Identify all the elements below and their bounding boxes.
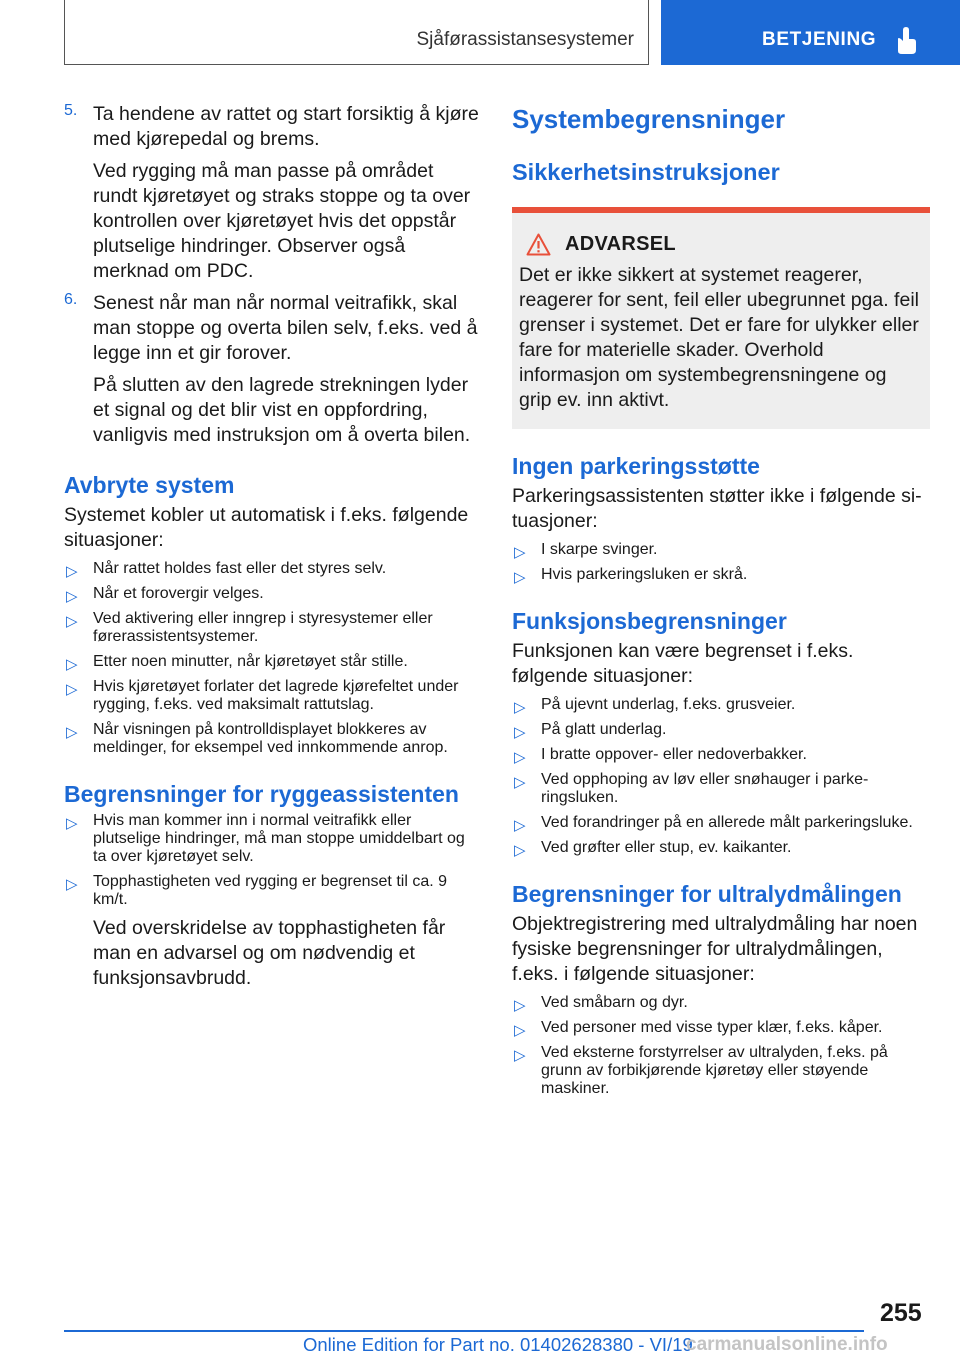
step-6 (64, 291, 482, 448)
ultrasonic-limits-intro: Objektregistrering med ultralydmåling har noen fysiske begrensninger for ultralydmålingen, f.eks. i følgende situasjoner: (512, 913, 918, 985)
triangle-bullet-icon: ▷ (66, 681, 78, 698)
ultrasonic-limits-heading: Begrensninger for ultralydmålingen (512, 881, 902, 907)
list-item: ▷ Ved aktivering eller inngrep i styresystemer eller førerassistentsystemer. (66, 610, 433, 645)
triangle-bullet-icon: ▷ (514, 569, 526, 586)
no-support-heading: Ingen parkeringsstøtte (512, 453, 760, 479)
triangle-bullet-icon: ▷ (66, 815, 78, 832)
abort-intro: Systemet kobler ut automatisk i f.eks. følgende situasjoner: (64, 504, 469, 551)
list-item: ▷ Når visningen på kontrolldisplayet blokkeres av meldinger, for eksempel ved innkommende anrop. (66, 721, 448, 756)
hand-pointer-icon (894, 27, 920, 55)
header-chapter-box (64, 0, 649, 65)
page-title: Systembegrensninger (512, 104, 786, 134)
list-item: ▷ Ved opphoping av løv eller snøhauger i parkeringsluken. (514, 771, 869, 806)
step-5 (64, 102, 482, 284)
abort-heading: Avbryte system (64, 472, 235, 498)
list-item: ▷ På glatt underlag. (514, 721, 667, 741)
triangle-bullet-icon: ▷ (514, 724, 526, 741)
triangle-bullet-icon: ▷ (514, 699, 526, 716)
left-column (64, 102, 482, 998)
list-item: ▷ Ved personer med visse typer klær, f.eks. kåper. (514, 1019, 883, 1039)
list-item: ▷ I skarpe svinger. (514, 541, 658, 561)
list-item: ▷ Ved eksterne forstyrrelser av ultralyden, f.eks. på grunn av forbikjørende kjøretøy eller støyende maskiner. (514, 1044, 888, 1097)
triangle-bullet-icon: ▷ (66, 876, 78, 893)
watermark: carmanualsonline.info (686, 1334, 888, 1355)
list-item: ▷ Når rattet holdes fast eller det styres selv. (66, 560, 387, 580)
triangle-bullet-icon: ▷ (514, 997, 526, 1014)
triangle-bullet-icon: ▷ (514, 842, 526, 859)
step-number: 6. (64, 291, 78, 308)
triangle-bullet-icon: ▷ (514, 774, 526, 791)
page-number: 255 (880, 1299, 922, 1327)
header-section-box (661, 0, 960, 65)
list-item: ▷ Etter noen minutter, når kjøretøyet står stille. (66, 653, 408, 673)
triangle-bullet-icon: ▷ (66, 588, 78, 605)
no-support-intro: Parkeringsassistenten støtter ikke i følgende situasjoner: (512, 485, 922, 532)
list-item: ▷ Hvis man kommer inn i normal veitrafikk eller plutselige hindringer, må man stoppe umiddelbart og ta over kjøretøyet selv. (66, 812, 465, 865)
chapter-title: Sjåførassistansesystemer (416, 29, 634, 50)
warning-label: ADVARSEL (565, 233, 676, 255)
triangle-bullet-icon: ▷ (514, 544, 526, 561)
triangle-bullet-icon: ▷ (66, 563, 78, 580)
triangle-bullet-icon: ▷ (66, 656, 78, 673)
triangle-bullet-icon: ▷ (514, 817, 526, 834)
safety-subtitle: Sikkerhetsinstruksjoner (512, 159, 780, 185)
list-item: ▷ Hvis kjøretøyet forlater det lagrede kjørefeltet under rygging, f.eks. ved maksimalt rattutslag. (66, 678, 459, 713)
warning-box (512, 207, 930, 429)
list-item-extra: Ved overskridelse av topphastigheten får man en advarsel og om nødvendig et funksjonsavbrudd. (93, 917, 446, 989)
list-item: ▷ På ujevnt underlag, f.eks. grusveier. (514, 696, 796, 716)
warning-text: Det er ikke sikkert at systemet reagerer, reagerer for sent, feil eller ubegrunnet pga. feil grenser i systemet. Det er fare for ulykker eller fare for materielle skader. Overhold informasjon om systembegrensningene og grip ev. inn aktivt. (519, 264, 919, 411)
list-item: ▷ Topphastigheten ved rygging er begrenset til ca. 9 km/t. Ved overskridelse av topphastigheten får man en advarsel og om nødvendig et funksjonsavbrudd. (64, 873, 482, 991)
list-item: ▷ Når et forovergir velges. (66, 585, 264, 605)
triangle-bullet-icon: ▷ (514, 749, 526, 766)
triangle-bullet-icon: ▷ (514, 1022, 526, 1039)
triangle-bullet-icon: ▷ (66, 613, 78, 630)
edition-info: Online Edition for Part no. 01402628380 - VI/19 (303, 1334, 693, 1355)
right-column (512, 102, 930, 1105)
function-limits-heading: Funksjonsbegrensninger (512, 608, 787, 634)
list-item: ▷ Ved forandringer på en allerede målt parkeringsluke. (514, 814, 913, 834)
triangle-bullet-icon: ▷ (514, 1047, 526, 1064)
step-text: Senest når man når normal veitrafikk, skal man stoppe og overta bilen selv, f.eks. ved å legge inn et gir forover. (93, 292, 478, 364)
section-label: BETJENING (762, 29, 877, 50)
function-limits-intro: Funksjonen kan være begrenset i f.eks. følgende situasjoner: (512, 640, 854, 687)
warning-triangle-icon (526, 233, 551, 256)
footer-divider (64, 1330, 864, 1332)
list-item: ▷ Ved grøfter eller stup, ev. kaikanter. (514, 839, 792, 859)
step-text: Ved rygging må man passe på området rundt kjøretøyet og straks stoppe og ta over kontrollen over kjøretøyet hvis det oppstår plutselige hindringer. Observer også merknad om PDC. (93, 160, 471, 282)
reverse-limits-heading: Begrensninger for ryggeassistenten (64, 781, 459, 807)
list-item: ▷ Hvis parkeringsluken er skrå. (514, 566, 748, 586)
triangle-bullet-icon: ▷ (66, 724, 78, 741)
list-item: ▷ I bratte oppover- eller nedoverbakker. (514, 746, 807, 766)
step-number: 5. (64, 102, 78, 119)
step-text: Ta hendene av rattet og start forsiktig å kjøre med kjørepedal og brems. (93, 103, 479, 150)
step-text: På slutten av den lagrede strekningen lyder et signal og det blir vist en oppfordring, vanligvis med instruksjon om å overta bilen. (93, 374, 471, 446)
list-item: ▷ Ved småbarn og dyr. (514, 994, 688, 1014)
